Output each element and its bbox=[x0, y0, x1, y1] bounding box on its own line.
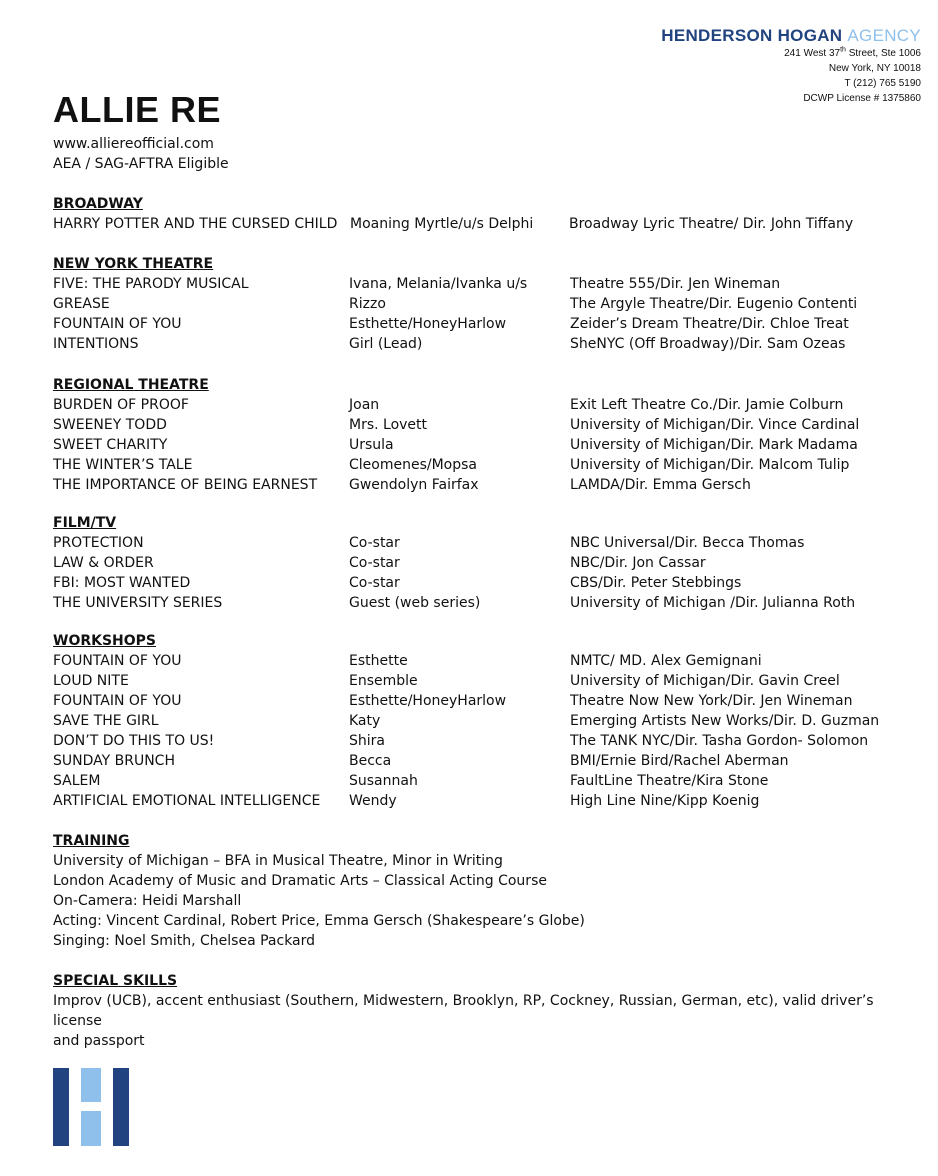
credit-venue: Zeider’s Dream Theatre/Dir. Chloe Treat bbox=[570, 316, 849, 332]
credit-role: Gwendolyn Fairfax bbox=[349, 477, 479, 493]
credit-title: SAVE THE GIRL bbox=[53, 713, 159, 729]
credit-title: FOUNTAIN OF YOU bbox=[53, 693, 182, 709]
skills-line: and passport bbox=[53, 1033, 145, 1049]
agency-name-bold: HENDERSON HOGAN bbox=[661, 26, 843, 45]
credit-role: Co-star bbox=[349, 575, 400, 591]
credit-title: THE IMPORTANCE OF BEING EARNEST bbox=[53, 477, 318, 493]
credit-title: ARTIFICIAL EMOTIONAL INTELLIGENCE bbox=[53, 793, 321, 809]
credit-role: Guest (web series) bbox=[349, 595, 481, 611]
performer-name: ALLIE RE bbox=[53, 89, 222, 130]
credit-title: PROTECTION bbox=[53, 535, 144, 551]
credit-venue: The TANK NYC/Dir. Tasha Gordon- Solomon bbox=[570, 733, 869, 749]
credit-row bbox=[53, 294, 913, 314]
credit-row bbox=[53, 274, 913, 294]
credit-role: Ensemble bbox=[349, 673, 418, 689]
credit-venue: Theatre 555/Dir. Jen Wineman bbox=[570, 276, 781, 292]
training-line: Acting: Vincent Cardinal, Robert Price, Emma Gersch (Shakespeare’s Globe) bbox=[53, 913, 585, 929]
performer-union: AEA / SAG-AFTRA Eligible bbox=[53, 156, 229, 172]
address-street-rest: Street, Ste 1006 bbox=[845, 48, 921, 59]
credit-title: BURDEN OF PROOF bbox=[53, 397, 189, 413]
credit-title: HARRY POTTER AND THE CURSED CHILD bbox=[53, 216, 338, 232]
credit-title: GREASE bbox=[53, 296, 110, 312]
credit-role: Moaning Myrtle/u/s Delphi bbox=[350, 216, 534, 232]
section-new-york-theatre bbox=[53, 254, 913, 354]
credit-venue: Broadway Lyric Theatre/ Dir. John Tiffany bbox=[569, 216, 854, 232]
section-broadway bbox=[53, 194, 913, 234]
agency-license: DCWP License # 1375860 bbox=[803, 93, 921, 104]
performer-info bbox=[53, 134, 229, 174]
section-heading: FILM/TV bbox=[53, 515, 117, 531]
credit-role: Wendy bbox=[349, 793, 397, 809]
section-film-tv bbox=[53, 513, 913, 613]
training-line: On-Camera: Heidi Marshall bbox=[53, 893, 242, 909]
credit-row bbox=[53, 671, 913, 691]
agency-name bbox=[661, 26, 921, 46]
credit-role: Girl (Lead) bbox=[349, 336, 423, 352]
credit-venue: CBS/Dir. Peter Stebbings bbox=[570, 575, 742, 591]
credit-row bbox=[53, 711, 913, 731]
credit-role: Becca bbox=[349, 753, 392, 769]
credit-row bbox=[53, 553, 913, 573]
logo-bar-left bbox=[53, 1068, 69, 1146]
credit-role: Ursula bbox=[349, 437, 394, 453]
credit-venue: University of Michigan/Dir. Gavin Creel bbox=[570, 673, 840, 689]
training-line: London Academy of Music and Dramatic Arts – Classical Acting Course bbox=[53, 873, 547, 889]
credit-role: Cleomenes/Mopsa bbox=[349, 457, 477, 473]
section-training bbox=[53, 831, 913, 951]
credit-venue: University of Michigan/Dir. Mark Madama bbox=[570, 437, 858, 453]
credit-role: Shira bbox=[349, 733, 385, 749]
logo-block-bottom bbox=[81, 1111, 101, 1146]
section-regional-theatre bbox=[53, 375, 913, 495]
logo-bar-right bbox=[113, 1068, 129, 1146]
agency-logo-icon bbox=[53, 1068, 129, 1146]
credit-title: SWEENEY TODD bbox=[53, 417, 167, 433]
credit-title: SWEET CHARITY bbox=[53, 437, 168, 453]
section-heading: WORKSHOPS bbox=[53, 633, 157, 649]
training-line: University of Michigan – BFA in Musical Theatre, Minor in Writing bbox=[53, 853, 503, 869]
credit-row bbox=[53, 533, 913, 553]
credit-title: THE WINTER’S TALE bbox=[53, 457, 193, 473]
section-heading: NEW YORK THEATRE bbox=[53, 256, 214, 272]
credit-venue: University of Michigan/Dir. Malcom Tulip bbox=[570, 457, 850, 473]
credit-row bbox=[53, 751, 913, 771]
credit-venue: NMTC/ MD. Alex Gemignani bbox=[570, 653, 762, 669]
credit-role: Esthette/HoneyHarlow bbox=[349, 316, 507, 332]
credit-title: DON’T DO THIS TO US! bbox=[53, 733, 215, 749]
credit-role: Co-star bbox=[349, 555, 400, 571]
credit-role: Katy bbox=[349, 713, 381, 729]
credit-venue: Theatre Now New York/Dir. Jen Wineman bbox=[570, 693, 853, 709]
credit-venue: BMI/Ernie Bird/Rachel Aberman bbox=[570, 753, 789, 769]
credit-title: SUNDAY BRUNCH bbox=[53, 753, 175, 769]
credit-title: LAW & ORDER bbox=[53, 555, 154, 571]
credit-title: SALEM bbox=[53, 773, 101, 789]
credit-venue: University of Michigan /Dir. Julianna Roth bbox=[570, 595, 856, 611]
credit-row bbox=[53, 731, 913, 751]
credit-role: Joan bbox=[349, 397, 380, 413]
agency-phone: T (212) 765 5190 bbox=[844, 78, 921, 89]
credit-role: Co-star bbox=[349, 535, 400, 551]
credit-row bbox=[53, 334, 913, 354]
credit-row bbox=[53, 435, 913, 455]
credit-title: INTENTIONS bbox=[53, 336, 139, 352]
credit-title: FOUNTAIN OF YOU bbox=[53, 316, 182, 332]
credit-row bbox=[53, 214, 913, 234]
section-heading: REGIONAL THEATRE bbox=[53, 377, 209, 393]
credit-row bbox=[53, 771, 913, 791]
credit-venue: High Line Nine/Kipp Koenig bbox=[570, 793, 760, 809]
logo-block-top bbox=[81, 1068, 101, 1102]
credit-title: LOUD NITE bbox=[53, 673, 129, 689]
agency-header bbox=[661, 26, 921, 106]
skills-line: Improv (UCB), accent enthusiast (Southern, Midwestern, Brooklyn, RP, Cockney, Russian, German, etc), valid driver’s license bbox=[53, 993, 874, 1029]
credit-role: Mrs. Lovett bbox=[349, 417, 428, 433]
credit-role: Rizzo bbox=[349, 296, 386, 312]
credit-venue: University of Michigan/Dir. Vince Cardinal bbox=[570, 417, 860, 433]
credit-venue: NBC/Dir. Jon Cassar bbox=[570, 555, 706, 571]
credit-role: Esthette bbox=[349, 653, 408, 669]
section-heading: TRAINING bbox=[53, 833, 130, 849]
credit-row bbox=[53, 475, 913, 495]
agency-address-line1 bbox=[661, 46, 921, 61]
credit-row bbox=[53, 415, 913, 435]
credit-row bbox=[53, 573, 913, 593]
address-ordinal: th bbox=[840, 46, 846, 54]
section-special-skills bbox=[53, 971, 913, 1051]
credit-row bbox=[53, 314, 913, 334]
agency-address-line2: New York, NY 10018 bbox=[828, 63, 921, 74]
credit-venue: NBC Universal/Dir. Becca Thomas bbox=[570, 535, 805, 551]
credit-row bbox=[53, 455, 913, 475]
credit-venue: SheNYC (Off Broadway)/Dir. Sam Ozeas bbox=[570, 336, 846, 352]
credit-venue: FaultLine Theatre/Kira Stone bbox=[570, 773, 769, 789]
training-line: Singing: Noel Smith, Chelsea Packard bbox=[53, 933, 316, 949]
credit-title: THE UNIVERSITY SERIES bbox=[53, 595, 223, 611]
credit-title: FOUNTAIN OF YOU bbox=[53, 653, 182, 669]
section-heading: SPECIAL SKILLS bbox=[53, 973, 178, 989]
credit-row bbox=[53, 691, 913, 711]
credit-row bbox=[53, 651, 913, 671]
credit-role: Ivana, Melania/Ivanka u/s bbox=[349, 276, 528, 292]
agency-name-light: AGENCY bbox=[847, 26, 921, 45]
credit-title: FBI: MOST WANTED bbox=[53, 575, 191, 591]
credit-venue: LAMDA/Dir. Emma Gersch bbox=[570, 477, 751, 493]
credit-venue: Exit Left Theatre Co./Dir. Jamie Colburn bbox=[570, 397, 844, 413]
performer-website: www.alliereofficial.com bbox=[53, 136, 214, 152]
credit-venue: Emerging Artists New Works/Dir. D. Guzman bbox=[570, 713, 880, 729]
address-street-number: 241 West 37 bbox=[784, 48, 841, 59]
credit-venue: The Argyle Theatre/Dir. Eugenio Contenti bbox=[570, 296, 858, 312]
credit-role: Susannah bbox=[349, 773, 418, 789]
section-heading: BROADWAY bbox=[53, 196, 143, 212]
credit-role: Esthette/HoneyHarlow bbox=[349, 693, 507, 709]
credit-row bbox=[53, 593, 913, 613]
credit-row bbox=[53, 791, 913, 811]
credit-title: FIVE: THE PARODY MUSICAL bbox=[53, 276, 249, 292]
section-workshops bbox=[53, 631, 913, 811]
credit-row bbox=[53, 395, 913, 415]
